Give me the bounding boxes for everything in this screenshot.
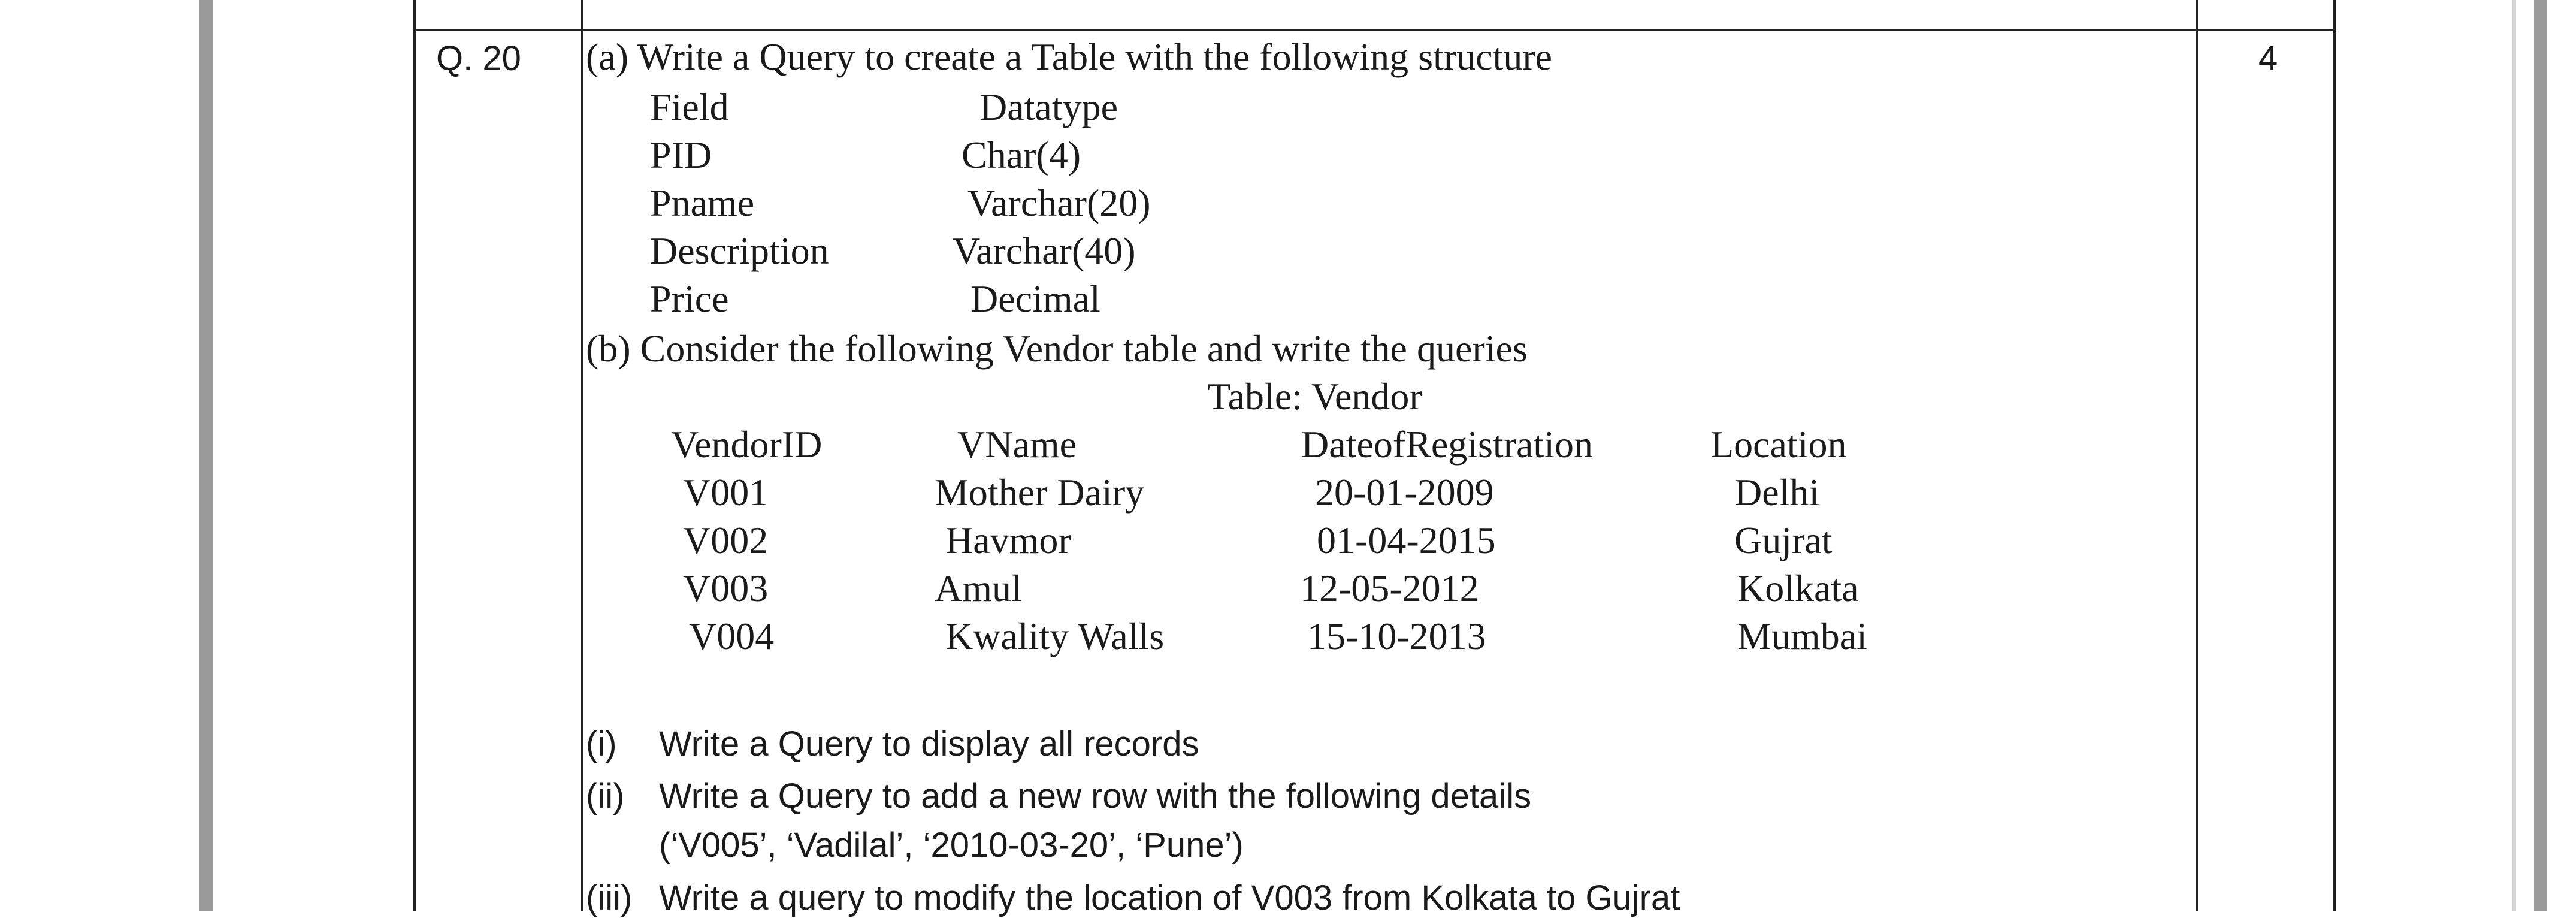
vendor-cell: V004 [689,615,775,657]
vendor-cell: Mother Dairy [935,471,1145,514]
vendor-cell: 15-10-2013 [1307,615,1486,657]
vendor-cell: 01-04-2015 [1317,519,1496,561]
page-edge-right [2534,0,2547,911]
vendor-cell: Havmor [945,519,1071,561]
structure-field: Pname [650,182,755,224]
vendor-cell: V003 [683,567,769,609]
vendor-cell: V002 [683,519,769,561]
page-edge-left [199,0,213,911]
structure-datatype: Char(4) [962,134,1081,176]
table-divider-marks [2196,0,2198,911]
structure-field: PID [650,134,712,176]
vendor-cell: Mumbai [1737,615,1867,657]
table-row-divider [413,29,2336,31]
subquestion-number: (ii) [586,777,625,816]
vendor-table-caption: Table: Vendor [1207,375,1422,418]
table-divider-qno [581,0,583,911]
vendor-column-header: Location [1710,423,1847,466]
structure-header-datatype: Datatype [979,86,1118,128]
page-edge-right-thin [2512,0,2516,911]
structure-datatype: Decimal [970,277,1100,320]
structure-datatype: Varchar(20) [967,182,1151,224]
part-b-prompt: (b) Consider the following Vendor table and write the queries [586,327,1528,370]
table-border-left [413,0,416,911]
vendor-cell: 20-01-2009 [1315,471,1494,514]
vendor-column-header: VendorID [671,423,823,466]
subquestion-text: Write a Query to add a new row with the following details [659,777,1532,816]
vendor-column-header: DateofRegistration [1301,423,1593,466]
vendor-cell: 12-05-2012 [1300,567,1479,609]
table-border-right [2333,0,2336,911]
subquestion-number: (iii) [586,878,633,917]
structure-header-field: Field [650,86,729,128]
vendor-cell: Amul [935,567,1022,609]
structure-field: Price [650,277,729,320]
vendor-cell: Kolkata [1737,567,1859,609]
part-a-prompt: (a) Write a Query to create a Table with the following structure [586,35,1553,78]
question-marks: 4 [2258,39,2278,78]
structure-datatype: Varchar(40) [953,230,1136,272]
question-number: Q. 20 [436,39,521,78]
subquestion-continuation: (‘V005’, ‘Vadilal’, ‘2010-03-20’, ‘Pune’) [659,826,1244,865]
vendor-cell: Delhi [1734,471,1820,514]
vendor-cell: Kwality Walls [945,615,1165,657]
subquestion-text: Write a Query to display all records [659,724,1199,763]
subquestion-number: (i) [586,724,617,763]
vendor-column-header: VName [957,423,1077,466]
subquestion-text: Write a query to modify the location of V003 from Kolkata to Gujrat [659,878,1680,917]
vendor-cell: V001 [683,471,769,514]
vendor-cell: Gujrat [1734,519,1833,561]
structure-field: Description [650,230,829,272]
